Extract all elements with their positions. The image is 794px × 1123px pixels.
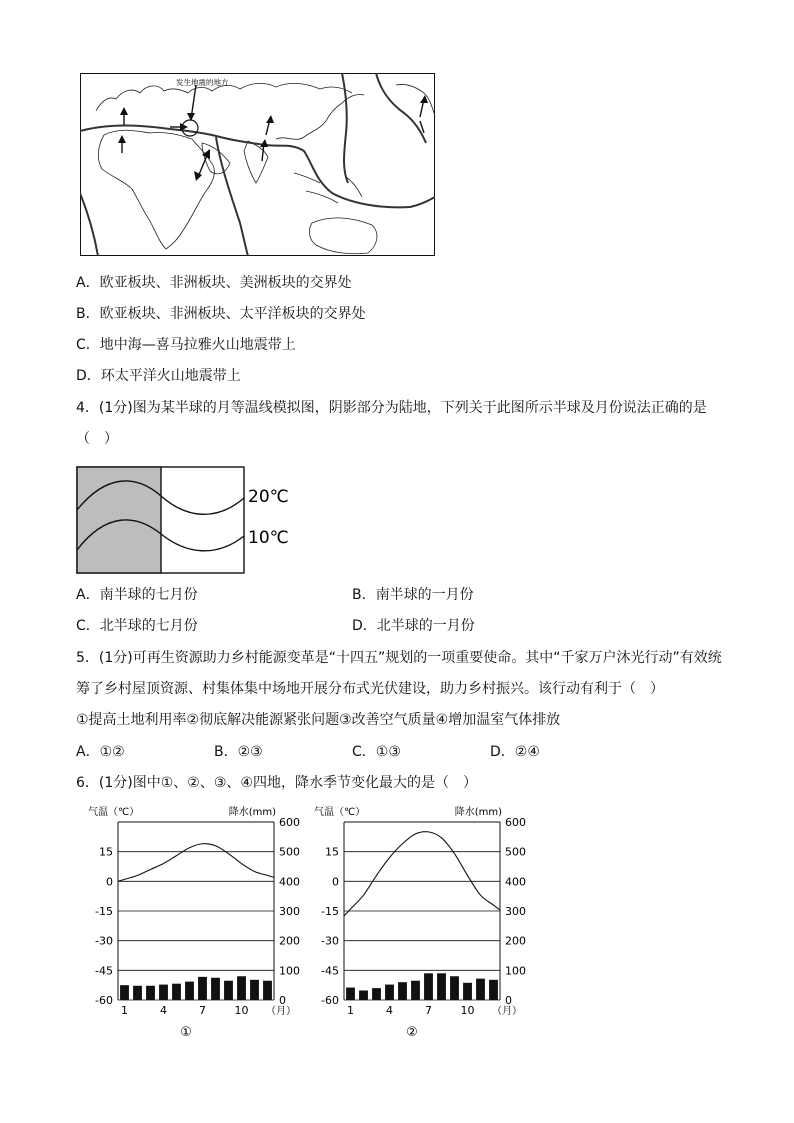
- precip-tick-label: 600: [505, 816, 526, 829]
- month-tick-label: 10: [234, 1004, 249, 1017]
- precip-tick-label: 500: [505, 845, 526, 859]
- precip-tick-label: 400: [505, 875, 526, 889]
- q3-option-c: C．地中海—喜马拉雅火山地震带上: [76, 337, 296, 353]
- q4-option-a: A．南半球的七月份: [76, 587, 198, 603]
- precipitation-bar: [476, 979, 485, 1000]
- isotherm-20-label: 20℃: [248, 487, 289, 507]
- month-tick-label: 4: [386, 1004, 393, 1017]
- world-plate-map: [80, 73, 435, 256]
- q6-stem: 6．(1分)图中①、②、③、④四地，降水季节变化最大的是（ ）: [76, 775, 477, 791]
- precip-tick-label: 0: [505, 994, 512, 1007]
- precipitation-bar: [198, 977, 207, 1000]
- precipitation-bar: [359, 991, 368, 1000]
- q4-option-d: D．北半球的一月份: [352, 618, 475, 634]
- precip-tick-label: 400: [279, 875, 300, 889]
- precipitation-bar: [424, 973, 433, 1000]
- climate-chart-1: [84, 800, 324, 1045]
- precipitation-bar: [385, 985, 394, 1000]
- precipitation-bar: [263, 981, 272, 1000]
- precip-tick-label: 0: [279, 994, 286, 1007]
- q5-statements: ①提高土地利用率②彻底解决能源紧张问题③改善空气质量④增加温室气体排放: [76, 712, 561, 728]
- precip-tick-label: 300: [505, 905, 526, 918]
- month-axis-unit: （月）: [266, 1006, 296, 1017]
- precip-tick-label: 100: [505, 964, 526, 978]
- precipitation-bar: [398, 982, 407, 1000]
- month-axis-unit: （月）: [492, 1006, 522, 1017]
- temp-tick-label: -45: [95, 964, 113, 978]
- precip-tick-label: 200: [279, 934, 300, 948]
- earthquake-location-label: 发生地震的地方: [176, 78, 229, 87]
- q5-option-a: A．①②: [76, 744, 125, 760]
- temp-tick-label: -30: [321, 934, 339, 948]
- temp-tick-label: -15: [95, 905, 113, 918]
- q3-option-b: B．欧亚板块、非洲板块、太平洋板块的交界处: [76, 306, 366, 322]
- isotherm-10-label: 10℃: [248, 528, 289, 548]
- precipitation-bar: [463, 983, 472, 1000]
- precip-tick-label: 100: [279, 964, 300, 978]
- precipitation-bar: [250, 980, 259, 1000]
- q4-stem: 4．(1分)图为某半球的月等温线模拟图，阴影部分为陆地，下列关于此图所示半球及月份说法正确的是: [76, 400, 707, 416]
- precipitation-bar: [489, 980, 498, 1000]
- temp-tick-label: 0: [332, 875, 339, 889]
- left-axis-title: 气温（℃）: [88, 807, 140, 818]
- precipitation-bar: [372, 988, 381, 1000]
- q5-stem-line2: 筹了乡村屋顶资源、村集体集中场地开展分布式光伏建设，助力乡村振兴。该行动有利于（ ）: [76, 681, 664, 697]
- temp-tick-label: -45: [321, 964, 339, 978]
- chart-label: ①: [180, 1025, 192, 1040]
- precip-tick-label: 200: [505, 934, 526, 948]
- temp-tick-label: -15: [321, 905, 339, 918]
- temp-tick-label: -60: [95, 994, 113, 1007]
- right-axis-title: 降水(mm): [228, 807, 276, 818]
- right-axis-title: 降水(mm): [454, 807, 502, 818]
- temp-tick-label: 15: [325, 845, 339, 859]
- month-tick-label: 10: [460, 1004, 475, 1017]
- precip-tick-label: 500: [279, 845, 300, 859]
- precipitation-bar: [185, 982, 194, 1000]
- temp-tick-label: -60: [321, 994, 339, 1007]
- month-tick-label: 1: [347, 1004, 354, 1017]
- precipitation-bar: [450, 976, 459, 1000]
- precipitation-bar: [172, 984, 181, 1000]
- q5-option-c: C．①③: [352, 744, 401, 760]
- month-tick-label: 4: [160, 1004, 167, 1017]
- precip-tick-label: 300: [279, 905, 300, 918]
- chart-label: ②: [406, 1025, 418, 1040]
- q3-option-d: D．环太平洋火山地震带上: [76, 368, 241, 384]
- temp-tick-label: 15: [99, 845, 113, 859]
- precipitation-bar: [346, 988, 355, 1000]
- temperature-line: [344, 832, 500, 916]
- q5-option-b: B．②③: [214, 744, 263, 760]
- month-tick-label: 7: [199, 1004, 206, 1017]
- precipitation-bar: [159, 985, 168, 1000]
- precipitation-bar: [146, 986, 155, 1000]
- temp-tick-label: -30: [95, 934, 113, 948]
- q4-option-b: B．南半球的一月份: [352, 587, 474, 603]
- precipitation-bar: [120, 985, 129, 1000]
- precipitation-bar: [224, 981, 233, 1000]
- precip-tick-label: 600: [279, 816, 300, 829]
- left-axis-title: 气温（℃）: [314, 807, 366, 818]
- q4-stem-blank: （ ）: [76, 431, 118, 447]
- precipitation-bar: [133, 986, 142, 1000]
- month-tick-label: 7: [425, 1004, 432, 1017]
- precipitation-bar: [237, 976, 246, 1000]
- q5-option-d: D．②④: [490, 744, 540, 760]
- climate-chart-2: [310, 800, 550, 1045]
- q3-option-a: A．欧亚板块、非洲板块、美洲板块的交界处: [76, 275, 352, 291]
- isotherm-diagram: [76, 466, 306, 576]
- q4-option-c: C．北半球的七月份: [76, 618, 198, 634]
- temperature-line: [118, 844, 274, 882]
- month-tick-label: 1: [121, 1004, 128, 1017]
- precipitation-bar: [211, 978, 220, 1000]
- precipitation-bar: [437, 973, 446, 1000]
- q5-stem-line1: 5．(1分)可再生资源助力乡村能源变革是“十四五”规划的一项重要使命。其中“千家万户沐光行动”有效统: [76, 650, 722, 666]
- precipitation-bar: [411, 981, 420, 1000]
- temp-tick-label: 0: [106, 875, 113, 889]
